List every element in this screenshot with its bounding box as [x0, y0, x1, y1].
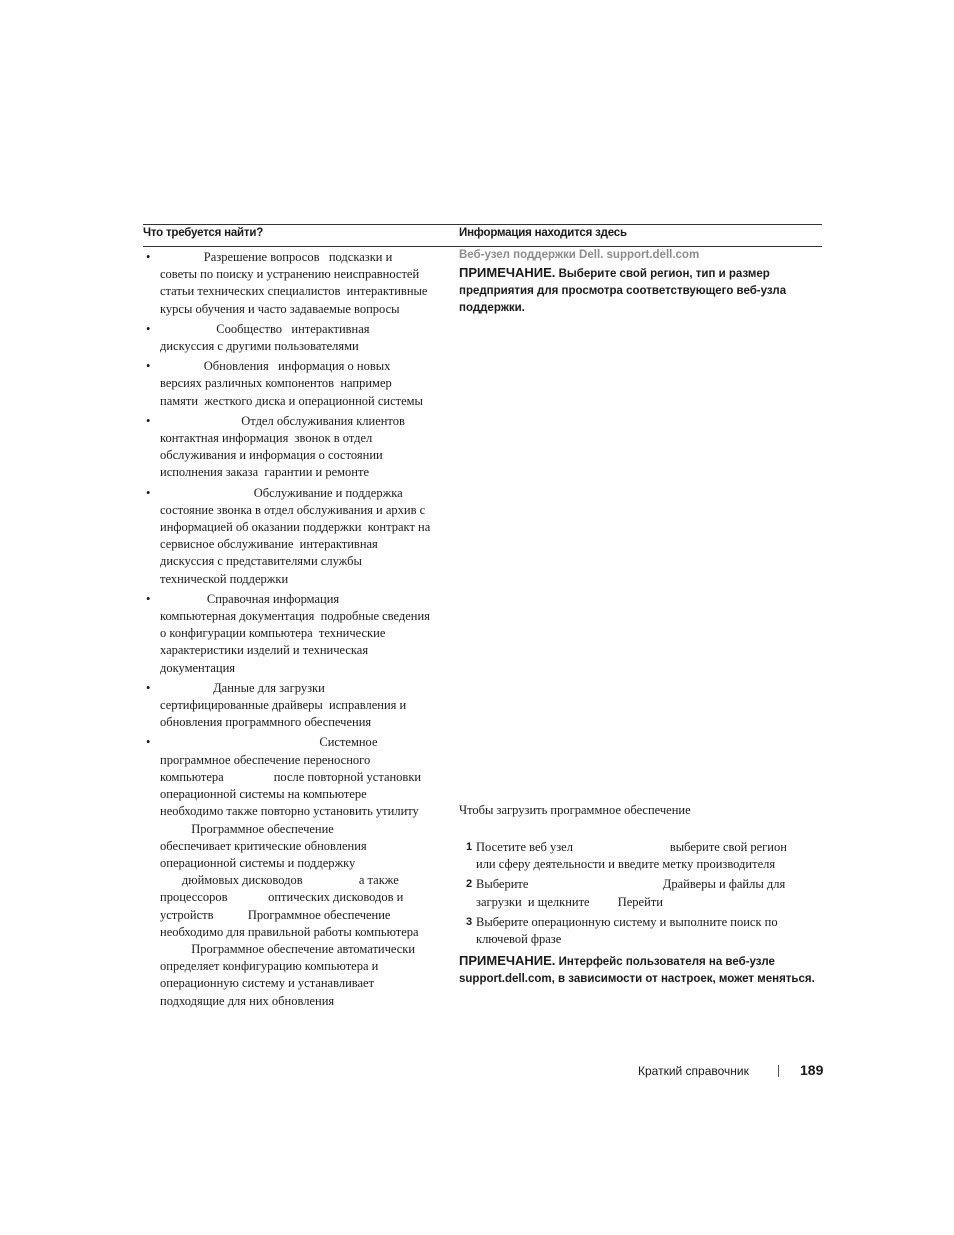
list-item: [143, 413, 453, 482]
list-item-text: курсы обучения и часто задаваемые вопросы: [160, 301, 400, 316]
bullet-icon: •: [146, 250, 151, 264]
step-item: [459, 876, 822, 910]
bullet-icon: •: [146, 591, 151, 606]
footer-divider: [778, 1065, 779, 1077]
list-item-text: Справочная информация: [160, 591, 340, 606]
list-item-text: дискуссия с представителями службы: [160, 554, 362, 569]
list-item: [143, 734, 453, 1009]
column-header-find: Что требуется найти?: [143, 227, 264, 239]
bullet-icon: •: [146, 321, 151, 336]
steps-list: [459, 839, 822, 951]
list-item-text: Обновления информация о новых: [160, 359, 391, 374]
list-item-text: Сообщество интерактивная: [160, 321, 370, 336]
list-item-text: дюймовых дисководов а также: [160, 873, 399, 888]
list-item-text: памяти жесткого диска и операционной системы: [160, 393, 423, 408]
note-title: ПРИМЕЧАНИЕ.: [459, 265, 556, 280]
list-item-text: компьютера после повторной установки: [160, 769, 422, 784]
bullet-icon: •: [146, 359, 151, 374]
list-item-text: программное обеспечение переносного: [160, 752, 371, 767]
topics-list: [143, 249, 453, 1013]
table-top-rule: [143, 224, 822, 225]
list-item-text: Отдел обслуживания клиентов: [160, 413, 405, 428]
step-number: 3: [466, 915, 473, 928]
list-item-text: технической поддержки: [160, 571, 289, 586]
list-item-text: контактная информация звонок в отдел: [160, 431, 373, 446]
step-text: Выберите Драйверы и файлы для: [476, 877, 786, 892]
step-text: загрузки и щелкните Перейти: [476, 894, 663, 909]
list-item: [143, 485, 453, 588]
step-text: или сферу деятельности и введите метку производителя: [476, 857, 776, 872]
list-item: [143, 358, 453, 410]
table-header-rule: [143, 246, 822, 247]
list-item-text: документация: [160, 660, 236, 675]
note-region: [459, 264, 822, 317]
step-item: [459, 914, 822, 948]
list-item-text: дискуссия с другими пользователями: [160, 339, 359, 354]
bullet-icon: •: [146, 485, 151, 500]
list-item-text: сервисное обслуживание интерактивная: [160, 537, 378, 552]
list-item-text: устройств Программное обеспечение: [160, 907, 391, 922]
note-text: Выберите свой регион, тип и размер предприятия для просмотра соответствующего веб-узла поддержки.: [459, 268, 787, 314]
step-text: ключевой фразе: [476, 932, 562, 947]
list-item-text: состояние звонка в отдел обслуживания и архив с: [160, 502, 426, 517]
note-interface: [459, 952, 822, 988]
download-instructions: Чтобы загрузить программное обеспечение: [459, 803, 691, 817]
bullet-icon: •: [146, 735, 151, 750]
list-item-text: определяет конфигурацию компьютера и: [160, 959, 379, 974]
list-item-text: необходимо также повторно установить утилиту: [160, 804, 419, 819]
list-item-text: Программное обеспечение автоматически: [160, 941, 416, 956]
note-title: ПРИМЕЧАНИЕ.: [459, 953, 556, 968]
step-text: Посетите веб узел выберите свой регион: [476, 840, 787, 854]
support-website-heading: Веб-узел поддержки Dell. support.dell.com: [459, 249, 700, 261]
list-item-text: характеристики изделий и техническая: [160, 643, 369, 658]
list-item-text: компьютерная документация подробные сведения: [160, 609, 430, 624]
list-item-text: обновления программного обеспечения: [160, 715, 372, 730]
list-item-text: обеспечивает критические обновления: [160, 838, 367, 853]
list-item: [143, 249, 453, 318]
list-item-text: Системное: [160, 735, 378, 750]
list-item-text: процессоров оптических дисководов и: [160, 890, 404, 905]
list-item-text: информацией об оказании поддержки контракт на: [160, 520, 431, 535]
bullet-icon: •: [146, 413, 151, 428]
list-item-text: сертифицированные драйверы исправления и: [160, 698, 407, 713]
list-item-text: обслуживания и информация о состоянии: [160, 448, 383, 463]
step-number: 1: [466, 841, 473, 853]
list-item: [143, 591, 453, 677]
list-item-text: Разрешение вопросов подсказки и: [160, 250, 393, 264]
location-column: [459, 249, 822, 985]
list-item-text: операционной системы на компьютере: [160, 787, 367, 802]
note-text: Интерфейс пользователя на веб-узле support.dell.com, в зависимости от настроек, может меняться.: [459, 956, 815, 985]
step-number: 2: [466, 878, 473, 891]
list-item-text: операционную систему и устанавливает: [160, 976, 375, 991]
bullet-icon: •: [146, 680, 151, 695]
list-item-text: Программное обеспечение: [160, 821, 334, 836]
list-item: [143, 680, 453, 732]
list-item-text: операционной системы и поддержку: [160, 855, 356, 870]
list-item-text: советы по поиску и устранению неисправностей: [160, 267, 420, 282]
list-item-text: необходимо для правильной работы компьютера: [160, 924, 419, 939]
list-item-text: Обслуживание и поддержка: [160, 485, 403, 500]
list-item-text: Данные для загрузки: [160, 680, 325, 695]
footer-title: Краткий справочник: [638, 1064, 749, 1078]
list-item-text: о конфигурации компьютера технические: [160, 626, 386, 641]
step-text: Выберите операционную систему и выполните поиск по: [476, 914, 778, 929]
list-item-text: исполнения заказа гарантии и ремонте: [160, 465, 369, 480]
list-item-text: подходящие для них обновления: [160, 993, 335, 1008]
list-item-text: статьи технических специалистов интерактивные: [160, 284, 428, 299]
step-item: [459, 839, 822, 873]
page-number: 189: [800, 1062, 824, 1078]
list-item: [143, 321, 453, 355]
list-item-text: версиях различных компонентов например: [160, 376, 392, 391]
column-header-location: Информация находится здесь: [459, 227, 627, 239]
